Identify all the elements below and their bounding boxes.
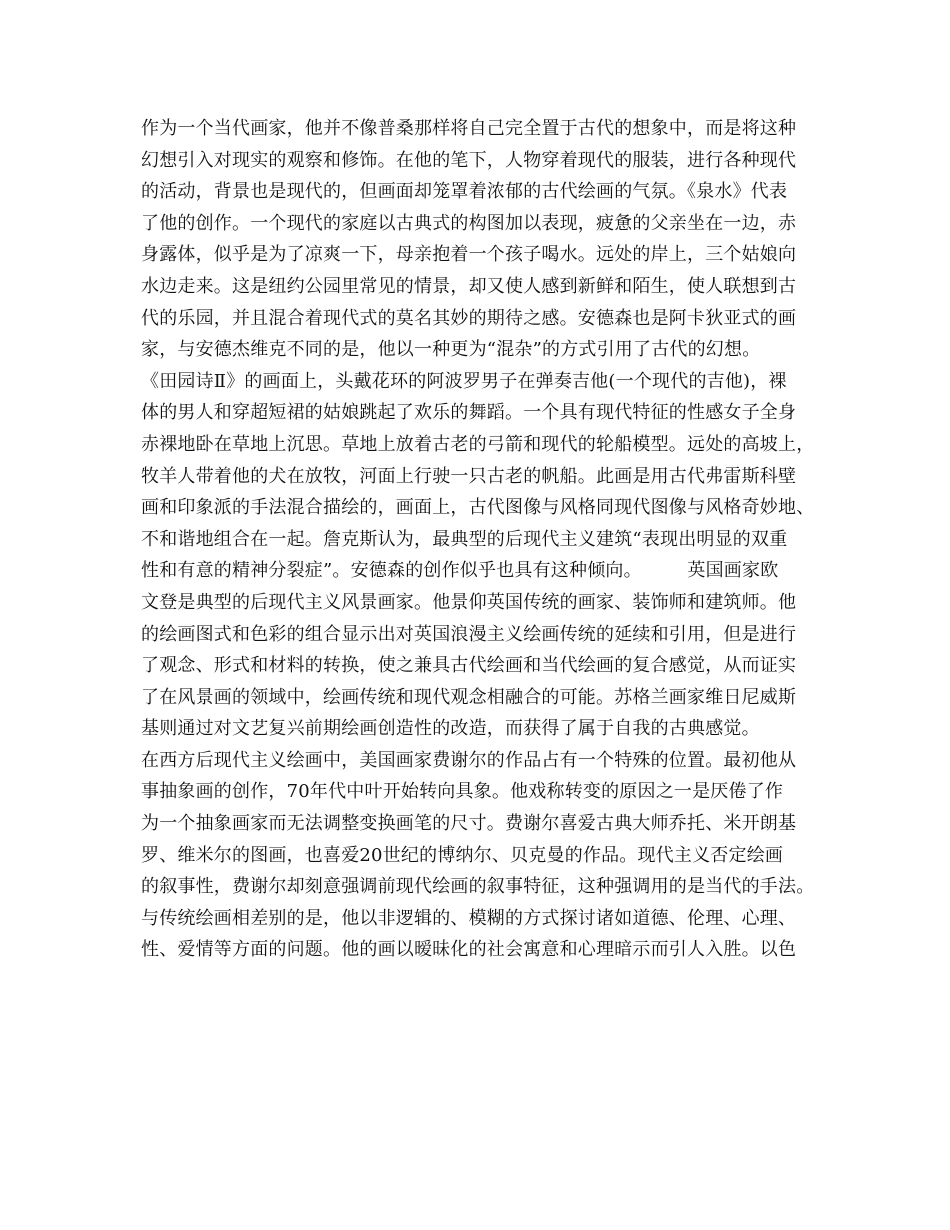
text-line: 的活动，背景也是现代的，但画面却笼罩着浓郁的古代绘画的气氛。《泉水》代表 [141, 181, 788, 203]
text-line: 幻想引入对现实的观察和修饰。在他的笔下，人物穿着现代的服装，进行各种现代 [141, 149, 797, 171]
text-line: 在西方后现代主义绘画中，美国画家费谢尔的作品占有一个特殊的位置。最初他从 [141, 749, 797, 771]
text-line: 作为一个当代画家，他并不像普桑那样将自己完全置于古代的想象中，而是将这种 [141, 118, 797, 139]
text-line: 与传统绘画相差别的是，他以非逻辑的、模糊的方式探讨诸如道德、伦理、心理、 [141, 907, 797, 929]
text-line: 牧羊人带着他的犬在放牧，河面上行驶一只古老的帆船。此画是用古代弗雷斯科壁 [141, 465, 797, 487]
text-line: 代的乐园，并且混合着现代式的莫名其妙的期待之感。安德森也是阿卡狄亚式的画 [141, 307, 797, 329]
body-text [141, 113, 831, 966]
text-line: 为一个抽象画家而无法调整变换画笔的尺寸。费谢尔喜爱古典大师乔托、米开朗基 [141, 813, 797, 835]
text-line: 体的男人和穿超短裙的姑娘跳起了欢乐的舞蹈。一个具有现代特征的性感女子全身 [141, 402, 797, 424]
text-line: 画和印象派的手法混合描绘的，画面上，古代图像与风格同现代图像与风格奇妙地、 [141, 497, 815, 519]
text-line: 了在风景画的领域中，绘画传统和现代观念相融合的可能。苏格兰画家维日尼威斯 [141, 686, 797, 708]
text-line: 不和谐地组合在一起。詹克斯认为，最典型的后现代主义建筑“表现出明显的双重 [141, 528, 788, 550]
text-line: 性和有意的精神分裂症”。安德森的创作似乎也具有这种倾向。 英国画家欧 [141, 560, 779, 582]
text-line: 文登是典型的后现代主义风景画家。他景仰英国传统的画家、装饰师和建筑师。他 [141, 591, 797, 613]
text-line: 《田园诗Ⅱ》的画面上，头戴花环的阿波罗男子在弹奏吉他(一个现代的吉他)，裸 [141, 370, 787, 392]
text-line: 的叙事性，费谢尔却刻意强调前现代绘画的叙事特征，这种强调用的是当代的手法。 [141, 876, 815, 898]
text-line: 身露体，似乎是为了凉爽一下，母亲抱着一个孩子喝水。远处的岸上，三个姑娘向 [141, 244, 797, 266]
text-line: 赤裸地卧在草地上沉思。草地上放着古老的弓箭和现代的轮船模型。远处的高坡上， [141, 433, 815, 455]
text-line: 了观念、形式和材料的转换，使之兼具古代绘画和当代绘画的复合感觉，从而证实 [141, 655, 797, 677]
text-line: 性、爱情等方面的问题。他的画以暧昧化的社会寓意和心理暗示而引人入胜。以色 [141, 939, 797, 961]
text-line: 基则通过对文艺复兴前期绘画创造性的改造，而获得了属于自我的古典感觉。 [141, 718, 760, 740]
text-line: 的绘画图式和色彩的组合显示出对英国浪漫主义绘画传统的延续和引用，但是进行 [141, 623, 797, 645]
text-line: 家，与安德杰维克不同的是，他以一种更为“混杂”的方式引用了古代的幻想。 [141, 339, 761, 361]
text-line: 罗、维米尔的图画，也喜爱20世纪的博纳尔、贝克曼的作品。现代主义否定绘画 [141, 844, 784, 866]
text-line: 了他的创作。一个现代的家庭以古典式的构图加以表现，疲惫的父亲坐在一边，赤 [141, 212, 797, 234]
text-line: 事抽象画的创作，70年代中叶开始转向具象。他戏称转变的原因之一是厌倦了作 [141, 781, 784, 803]
text-line: 水边走来。这是纽约公园里常见的情景，却又使人感到新鲜和陌生，使人联想到古 [141, 275, 797, 297]
